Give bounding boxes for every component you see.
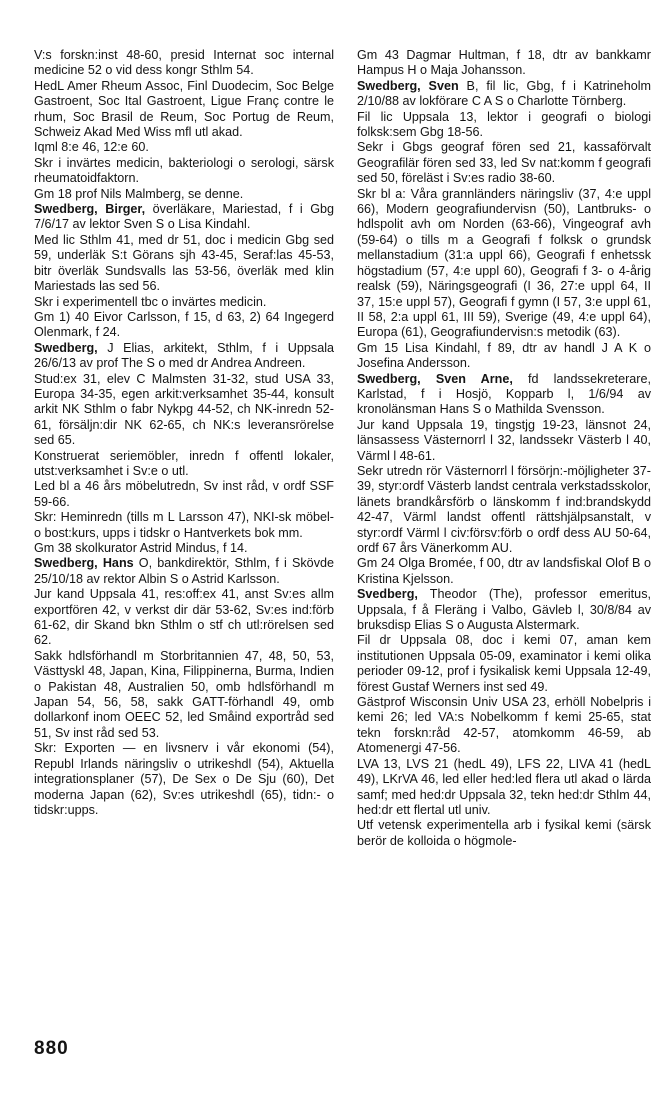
entry-text: Gm 15 Lisa Kindahl, f 89, dtr av handl J A K o Josefina Andersson.	[357, 340, 651, 371]
entry-paragraph	[357, 695, 651, 757]
entry-text: Skr i invärtes medicin, bakteriologi o serologi, särsk rheumatoidfaktorn.	[34, 155, 334, 186]
entry-text: Iqml 8:e 46, 12:e 60.	[34, 140, 149, 155]
entry-paragraph	[34, 187, 334, 202]
entry-paragraph	[357, 140, 651, 186]
entry-text: överläkare, Mariestad, f i Gbg 7/6/17 av lektor Sven S o Lisa Kindahl.	[34, 202, 335, 232]
page-number: 880	[34, 1038, 69, 1059]
entry-text: Skr bl a: Våra grannländers näringsliv (37, 4:e uppl 66), Modern geografiundervisn (50), Lantbruks- o hdlspolit avh om Norden (63-66), Vingeograf avh (59-64) o tills m a Geografi f folksk o grundsk mellanstadium (31:a uppl 66), Geografi f enhetssk högstadium (57, 4:e uppl 60), Geografi f 3- o 4-årig realsk (59), Näringsgeografi (I 36, 27:e uppl 64, II 37, 15:e uppl 57), Geografi f gymn (I 57, 3:e uppl 61, II 58, 2:a uppl 61, III 59), Sverige (49, 4:e uppl 64), Europa (61), Geografiundervisn:s metodik (63).	[357, 186, 651, 340]
entry-paragraph	[34, 372, 334, 449]
person-name: Svedberg,	[357, 587, 418, 602]
entry-text: Sekr i Gbgs geograf fören sed 21, kassaförvalt Geografilär fören sed 33, led Sv nat:komm f geografi sed 50, föreläst i Sv:es radio 38-60.	[357, 140, 651, 186]
entry-paragraph	[34, 449, 334, 480]
entry-text: V:s forskn:inst 48-60, presid Internat soc internal medicine 52 o vid dess kongr Sthlm 54.	[34, 48, 334, 78]
entry-text: Theodor (The), professor emeritus, Uppsala, f å Fleräng i Valbo, Gävleb l, 30/8/84 av bruksdisp Elias S o Augusta Alstermark.	[357, 587, 651, 633]
entry-paragraph	[34, 541, 334, 556]
person-name: Swedberg, Sven Arne,	[357, 371, 513, 386]
entry-text: Fil dr Uppsala 08, doc i kemi 07, aman kem institutionen Uppsala 05-09, examinator i kemi olika perioder 09-12, prof i fysikalisk kemi Uppsala 12-49, förest Gustaf Werners inst sed 49.	[357, 633, 651, 694]
entry-text: Gm 24 Olga Bromée, f 00, dtr av landsfiskal Olof B o Kristina Kjelsson.	[357, 556, 651, 586]
entry-paragraph	[357, 464, 651, 556]
person-name: Swedberg, Birger,	[34, 202, 146, 217]
right-column	[357, 48, 651, 849]
entry-paragraph	[34, 741, 334, 818]
entry-paragraph	[34, 140, 334, 155]
entry-text: fd landssekreterare, Karlstad, f i Hosjö, Kopparb l, 1/6/94 av kronolänsman Hans S o Mathilda Svensson.	[357, 371, 651, 417]
entry-heading-paragraph	[357, 79, 651, 110]
entry-paragraph	[34, 48, 334, 79]
entry-heading-paragraph	[357, 372, 651, 418]
person-name: Swedberg, Sven	[357, 78, 459, 93]
entry-text: Skr i experimentell tbc o invärtes medicin.	[34, 294, 267, 309]
entry-paragraph	[34, 233, 334, 295]
entry-paragraph	[34, 79, 334, 141]
entry-paragraph	[357, 818, 651, 849]
entry-text: Led bl a 46 års möbelutredn, Sv inst råd, v ordf SSF 59-66.	[34, 479, 334, 509]
entry-text: Gm 1) 40 Eivor Carlsson, f 15, d 63, 2) 64 Ingegerd Olenmark, f 24.	[34, 309, 334, 340]
left-column	[34, 48, 334, 818]
entry-paragraph	[357, 110, 651, 141]
entry-text: Gästprof Wisconsin Univ USA 23, erhöll Nobelpris i kemi 26; led VA:s Nobelkomm f kemi 25-65, stat tekn forskn:råd 42-57, atomkomm 46-59, ab Atomenergi 47-56.	[357, 695, 651, 756]
entry-text: Jur kand Uppsala 41, res:off:ex 41, anst Sv:es allm exportfören 42, v verkst dir där 53-62, Sv:es ind:förb 61-62, dir Skand bkn Sthlm o stf ch utl:rörelsen sed 62.	[34, 587, 334, 648]
entry-text: Jur kand Uppsala 19, tingstjg 19-23, länsnot 24, länsassess Västernorrl l 32, landssekr Västerb l 40, Värml l 48-61.	[357, 417, 651, 463]
entry-text: Sekr utredn rör Västernorrl l försörjn:-möjligheter 37-39, styr:ordf Västerb landst centrala verkstadsskolor, länets brandkårsförb o länskomm f ind:brandskydd 42-47, Värml landst offentl rättshjälpsanstalt, v styr:ordf Värml l civ:försv:förb o ordf dess AU 50-64, ordf 67 års Vänerkomm AU.	[357, 463, 651, 555]
entry-text: Sakk hdlsförhandl m Storbritannien 47, 48, 50, 53, Västtyskl 48, Japan, Kina, Filippinerna, Burma, Indien o Pakistan 48, Australien 50, omb hdlsförhandl m Japan 54, 56, 58, sakk GATT-förhandl 49, omb dollarkonf inom OEEC 52, led Småind exportråd sed 51, Sv inst råd sed 53.	[34, 648, 334, 740]
entry-paragraph	[34, 649, 334, 741]
entry-text: Gm 43 Dagmar Hultman, f 18, dtr av bankkamr Hampus H o Maja Johansson.	[357, 48, 651, 78]
entry-text: Skr: Heminredn (tills m L Larsson 47), NKI-sk möbel- o bost:kurs, upps i tidskr o Hantverkets bok mm.	[34, 510, 334, 540]
entry-paragraph	[34, 510, 334, 541]
entry-heading-paragraph	[34, 202, 334, 233]
entry-heading-paragraph	[34, 341, 334, 372]
entry-text: Med lic Sthlm 41, med dr 51, doc i medicin Gbg sed 59, underläk S:t Görans sjh 43-45, Seraf:las 45-53, bitr överläk Sundsvalls las 53-56, överläk med klin Mariestads las sed 56.	[34, 232, 334, 294]
entry-paragraph	[34, 479, 334, 510]
entry-text: HedL Amer Rheum Assoc, Finl Duodecim, Soc Belge Gastroent, Soc Ital Gastroent, Ligue Franç contre le rhum, Soc Brasil de Reum, Soc Portug de Reum, Schweiz Akad Med Wiss mfl utl akad.	[34, 78, 334, 140]
entry-text: Gm 38 skolkurator Astrid Mindus, f 14.	[34, 541, 248, 555]
entry-text: Utf vetensk experimentella arb i fysikal kemi (särsk berör de kolloida o högmole-	[357, 818, 651, 848]
person-name: Swedberg,	[34, 340, 98, 355]
entry-paragraph	[34, 295, 334, 310]
entry-paragraph	[357, 48, 651, 79]
entry-paragraph	[357, 556, 651, 587]
entry-text: LVA 13, LVS 21 (hedL 49), LFS 22, LIVA 41 (hedL 49), LKrVA 46, led eller hed:led flera utl akad o lärda samf; med hed:dr Uppsala 32, tekn hed:dr Sthlm 44, hed:dr ett flertal utl univ.	[357, 756, 651, 817]
entry-paragraph	[357, 757, 651, 819]
entry-text: Stud:ex 31, elev C Malmsten 31-32, stud USA 33, Europa 34-35, egen arkit:verksamhet 35-44, konsult arkit NK Sthlm o fabr Nykpg 44-52, ch NK-inredn 52-61, försäljn:dir NK 62-65, ch NK:s leveransrörelse sed 65.	[34, 371, 334, 448]
entry-text: B, fil lic, Gbg, f i Katrineholm 2/10/88 av lokförare C A S o Charlotte Törnberg.	[357, 78, 651, 109]
entry-text: J Elias, arkitekt, Sthlm, f i Uppsala 26/6/13 av prof The S o med dr Andrea Andreen.	[34, 340, 334, 371]
entry-text: Fil lic Uppsala 13, lektor i geografi o biologi folksk:sem Gbg 18-56.	[357, 109, 651, 140]
entry-text: Konstruerat seriemöbler, inredn f offentl lokaler, utst:verksamhet i Sv:e o utl.	[34, 448, 334, 478]
entry-text: Gm 18 prof Nils Malmberg, se denne.	[34, 186, 244, 201]
entry-text: O, bankdirektör, Sthlm, f i Skövde 25/10/18 av rektor Albin S o Astrid Karlsson.	[34, 556, 334, 586]
entry-paragraph	[34, 156, 334, 187]
entry-heading-paragraph	[357, 587, 651, 633]
entry-text: Skr: Exporten — en livsnerv i vår ekonomi (54), Republ Irlands näringsliv o utrikeshdl (54), Aktuella integrationsplaner (57), De Sex o De Sju (60), Det moderna Japan (62), Sv:es utrikeshdl (65), tidn:- o tidskr:upps.	[34, 741, 334, 817]
entry-paragraph	[34, 587, 334, 649]
entry-heading-paragraph	[34, 556, 334, 587]
entry-paragraph	[357, 187, 651, 341]
entry-paragraph	[357, 418, 651, 464]
entry-paragraph	[357, 341, 651, 372]
entry-paragraph	[34, 310, 334, 341]
entry-paragraph	[357, 633, 651, 695]
person-name: Swedberg, Hans	[34, 556, 134, 571]
